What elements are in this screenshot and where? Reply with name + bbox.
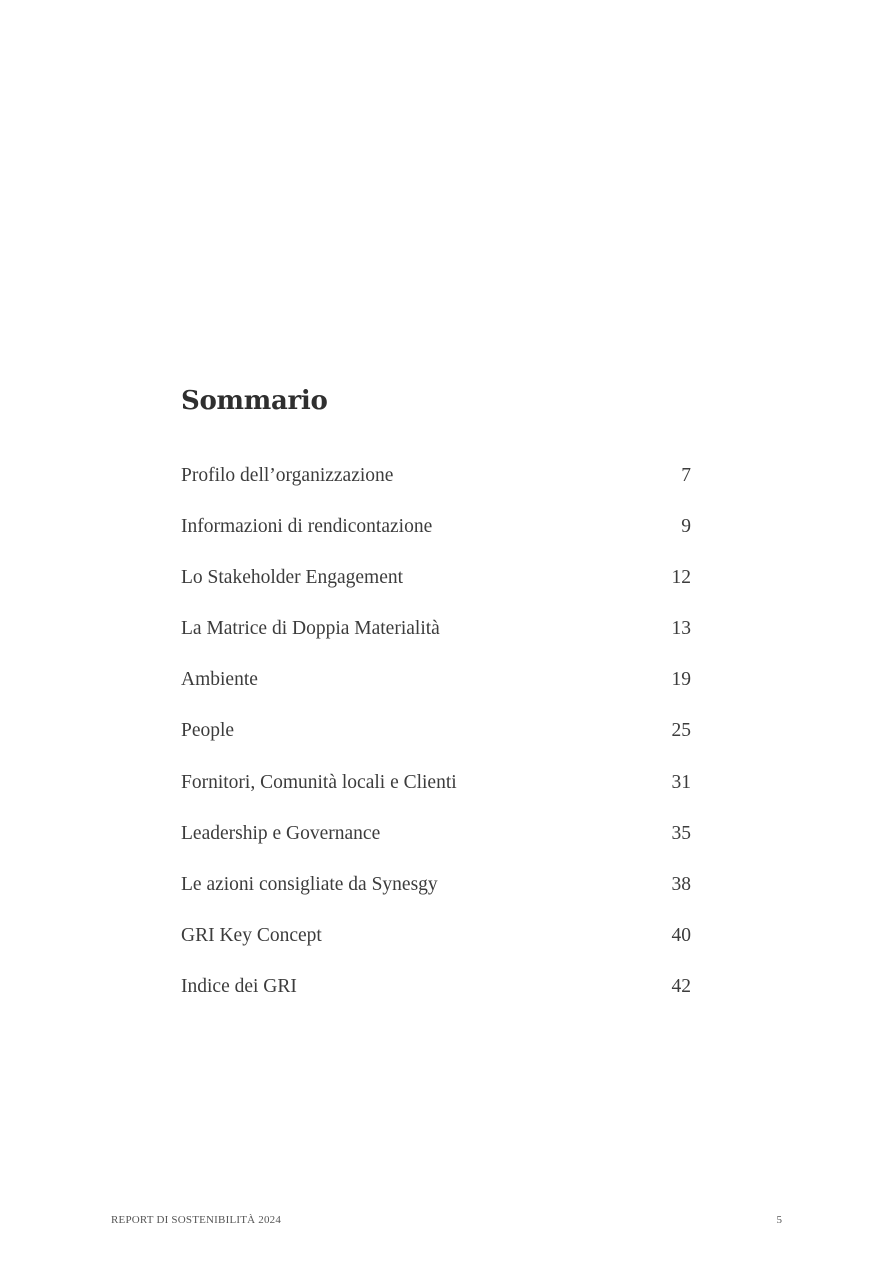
toc-item-label: People bbox=[181, 720, 235, 742]
footer-page-number: 5 bbox=[776, 1214, 782, 1226]
toc-item[interactable] bbox=[181, 614, 691, 665]
toc-item-page: 38 bbox=[671, 873, 691, 895]
toc-item-page: 12 bbox=[671, 567, 691, 589]
table-of-contents bbox=[181, 461, 691, 1023]
toc-item-label: Informazioni di rendicontazione bbox=[181, 516, 433, 538]
toc-item-page: 7 bbox=[681, 465, 691, 486]
toc-item-label: Lo Stakeholder Engagement bbox=[181, 567, 404, 589]
toc-item-page: 25 bbox=[671, 720, 691, 742]
toc-item-page: 19 bbox=[671, 669, 691, 691]
toc-item-label: La Matrice di Doppia Materialità bbox=[181, 618, 440, 640]
toc-item-page: 35 bbox=[671, 822, 691, 844]
footer-report-name: REPORT DI SOSTENIBILITÀ 2024 bbox=[111, 1214, 282, 1226]
toc-item-label: Le azioni consigliate da Synesgy bbox=[181, 873, 438, 895]
toc-item-label: Fornitori, Comunità locali e Clienti bbox=[181, 771, 457, 793]
toc-item-label: Ambiente bbox=[181, 669, 258, 691]
toc-item-label: Indice dei GRI bbox=[181, 975, 297, 997]
toc-item[interactable] bbox=[181, 512, 691, 563]
toc-item[interactable] bbox=[181, 665, 691, 716]
toc-item-label: Leadership e Governance bbox=[181, 822, 381, 844]
toc-item[interactable] bbox=[181, 972, 691, 1023]
toc-item-page: 31 bbox=[671, 771, 691, 793]
toc-item[interactable] bbox=[181, 819, 691, 870]
toc-item[interactable] bbox=[181, 716, 691, 767]
toc-item-label: GRI Key Concept bbox=[181, 924, 322, 946]
toc-item-page: 9 bbox=[681, 516, 691, 538]
toc-item[interactable] bbox=[181, 921, 691, 972]
toc-item-page: 42 bbox=[671, 975, 691, 997]
toc-item[interactable] bbox=[181, 870, 691, 921]
toc-item-page: 40 bbox=[671, 924, 691, 946]
toc-title: Sommario bbox=[181, 386, 328, 416]
toc-item[interactable] bbox=[181, 563, 691, 614]
toc-item[interactable] bbox=[181, 768, 691, 819]
toc-item[interactable] bbox=[181, 461, 691, 512]
toc-item-label: Profilo dell’organizzazione bbox=[181, 465, 394, 486]
toc-item-page: 13 bbox=[671, 618, 691, 640]
